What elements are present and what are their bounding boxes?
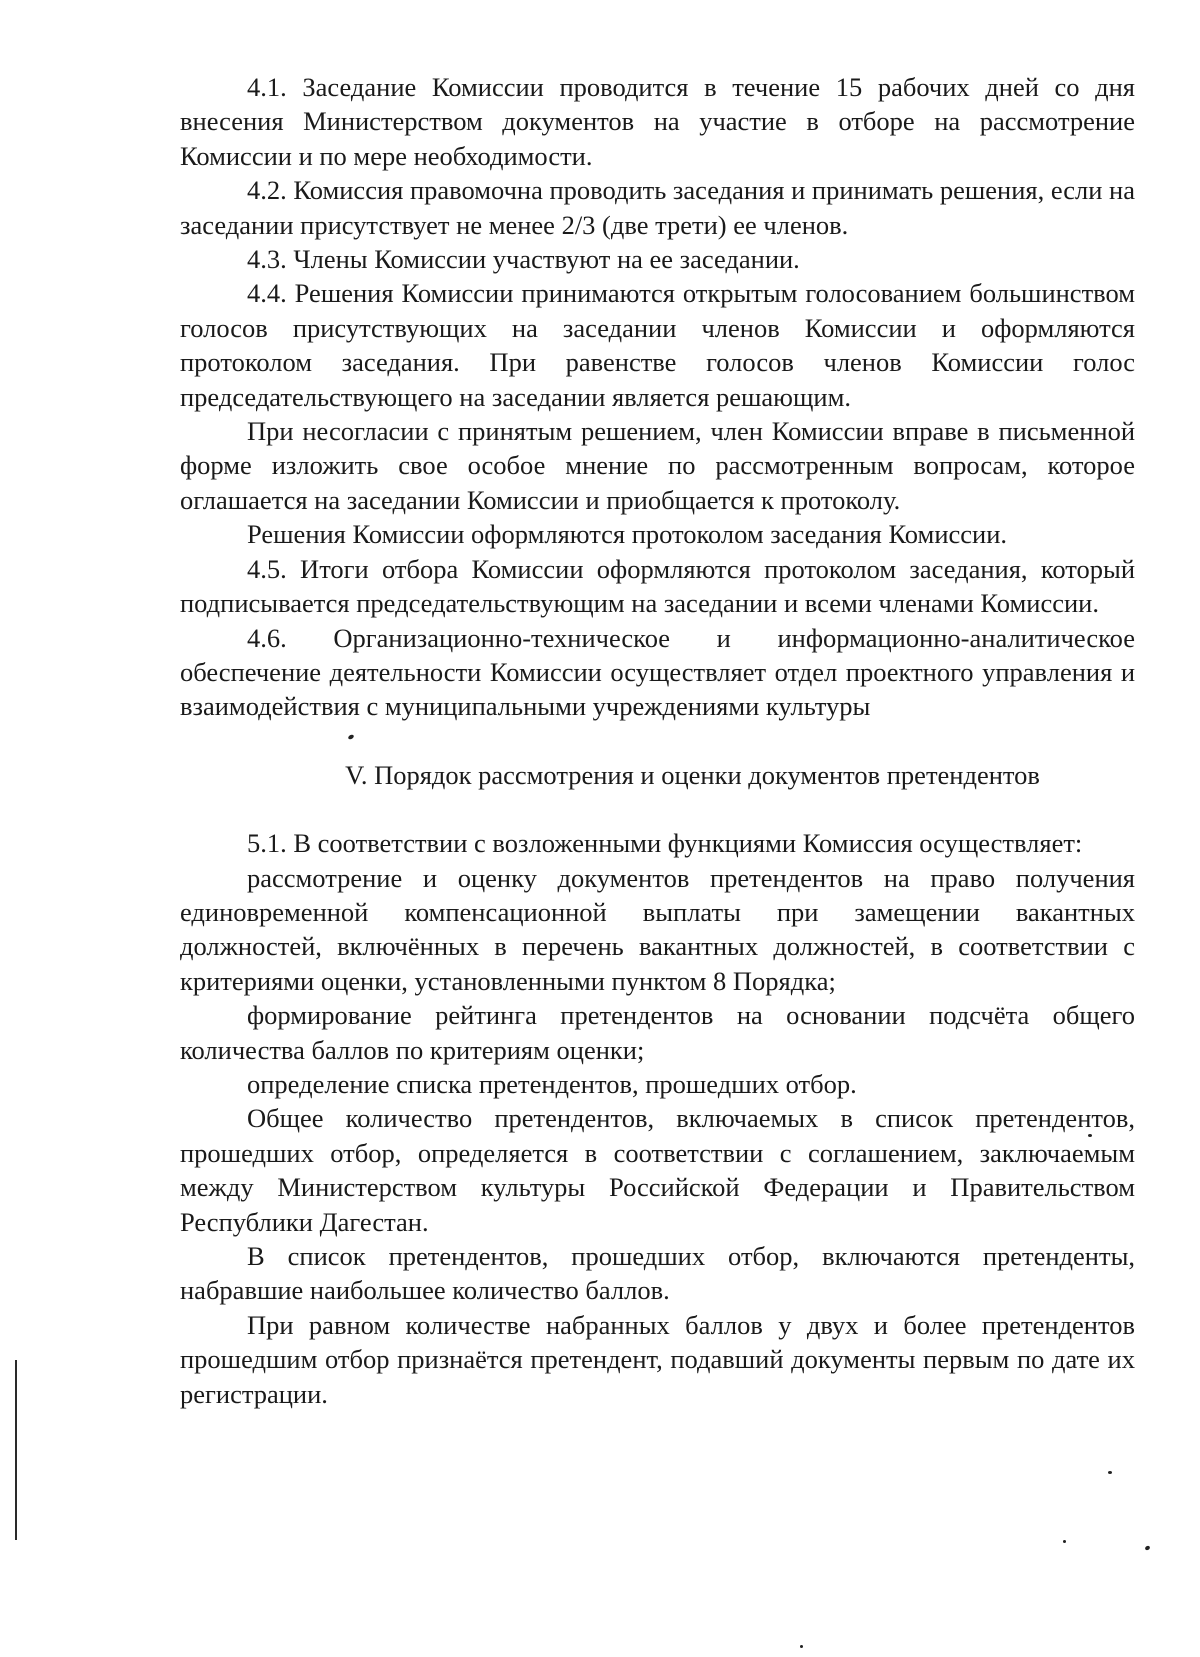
document-body bbox=[180, 70, 1135, 1411]
paragraph-4-4: 4.4. Решения Комиссии принимаются открытым голосованием большинством голосов присутствующих на заседании членов Комиссии и оформляются протоколом заседания. При равенстве голосов членов Комиссии голос председательствующего на заседании является решающим. bbox=[180, 278, 1135, 412]
paragraph-decisions: Решения Комиссии оформляются протоколом заседания Комиссии. bbox=[247, 519, 1008, 550]
paragraph-4-6: 4.6. Организационно-техническое и информационно-аналитическое обеспечение деятельности Комиссии осуществляет отдел проектного управления и взаимодействия с муниципальными учреждениями культуры bbox=[180, 622, 1135, 722]
scan-speck bbox=[1063, 1540, 1066, 1543]
scan-margin-line bbox=[15, 1360, 17, 1540]
paragraph-4-1: 4.1. Заседание Комиссии проводится в течение 15 рабочих дней со дня внесения Министерством документов на участие в отборе на рассмотрение Комиссии и по мере необходимости. bbox=[180, 72, 1135, 171]
paragraph-review: рассмотрение и оценку документов претендентов на право получения единовременной компенсационной выплаты при замещении вакантных должностей, включённых в перечень вакантных должностей, в соответствии с критериями оценки, установленными пунктом 8 Порядка; bbox=[180, 862, 1135, 996]
paragraph-tie: При равном количестве набранных баллов у двух и более претендентов прошедшим отбор признаётся претендент, подавший документы первым по дате их регистрации. bbox=[180, 1309, 1135, 1409]
scan-speck bbox=[1144, 1545, 1150, 1551]
paragraph-4-3: 4.3. Члены Комиссии участвуют на ее заседании. bbox=[247, 244, 800, 275]
scan-speck bbox=[1088, 1134, 1092, 1137]
paragraph-dissent: При несогласии с принятым решением, член Комиссии вправе в письменной форме изложить свое особое мнение по рассмотренным вопросам, которое оглашается на заседании Комиссии и приобщается к протоколу. bbox=[180, 416, 1135, 515]
paragraph-list: определение списка претендентов, прошедших отбор. bbox=[247, 1068, 857, 1099]
section-heading: V. Порядок рассмотрения и оценки документов претендентов bbox=[345, 759, 1040, 790]
paragraph-5-1: 5.1. В соответствии с возложенными функциями Комиссия осуществляет: bbox=[247, 828, 1083, 859]
paragraph-4-2: 4.2. Комиссия правомочна проводить заседания и принимать решения, если на заседании присутствует не менее 2/3 (две трети) ее членов. bbox=[180, 175, 1135, 240]
scan-speck bbox=[800, 1645, 803, 1648]
paragraph-inclusion: В список претендентов, прошедших отбор, включаются претенденты, набравшие наибольшее количество баллов. bbox=[180, 1241, 1135, 1306]
scan-speck bbox=[1108, 1471, 1112, 1474]
paragraph-total: Общее количество претендентов, включаемых в список претендентов, прошедших отбор, определяется в соответствии с соглашением, заключаемым между Министерством культуры Российской Федерации и Правительством Республики Дагестан. bbox=[180, 1103, 1135, 1237]
paragraph-4-5: 4.5. Итоги отбора Комиссии оформляются протоколом заседания, который подписывается председательствующим на заседании и всеми членами Комиссии. bbox=[180, 553, 1135, 619]
paragraph-rating: формирование рейтинга претендентов на основании подсчёта общего количества баллов по критериям оценки; bbox=[180, 1000, 1135, 1065]
